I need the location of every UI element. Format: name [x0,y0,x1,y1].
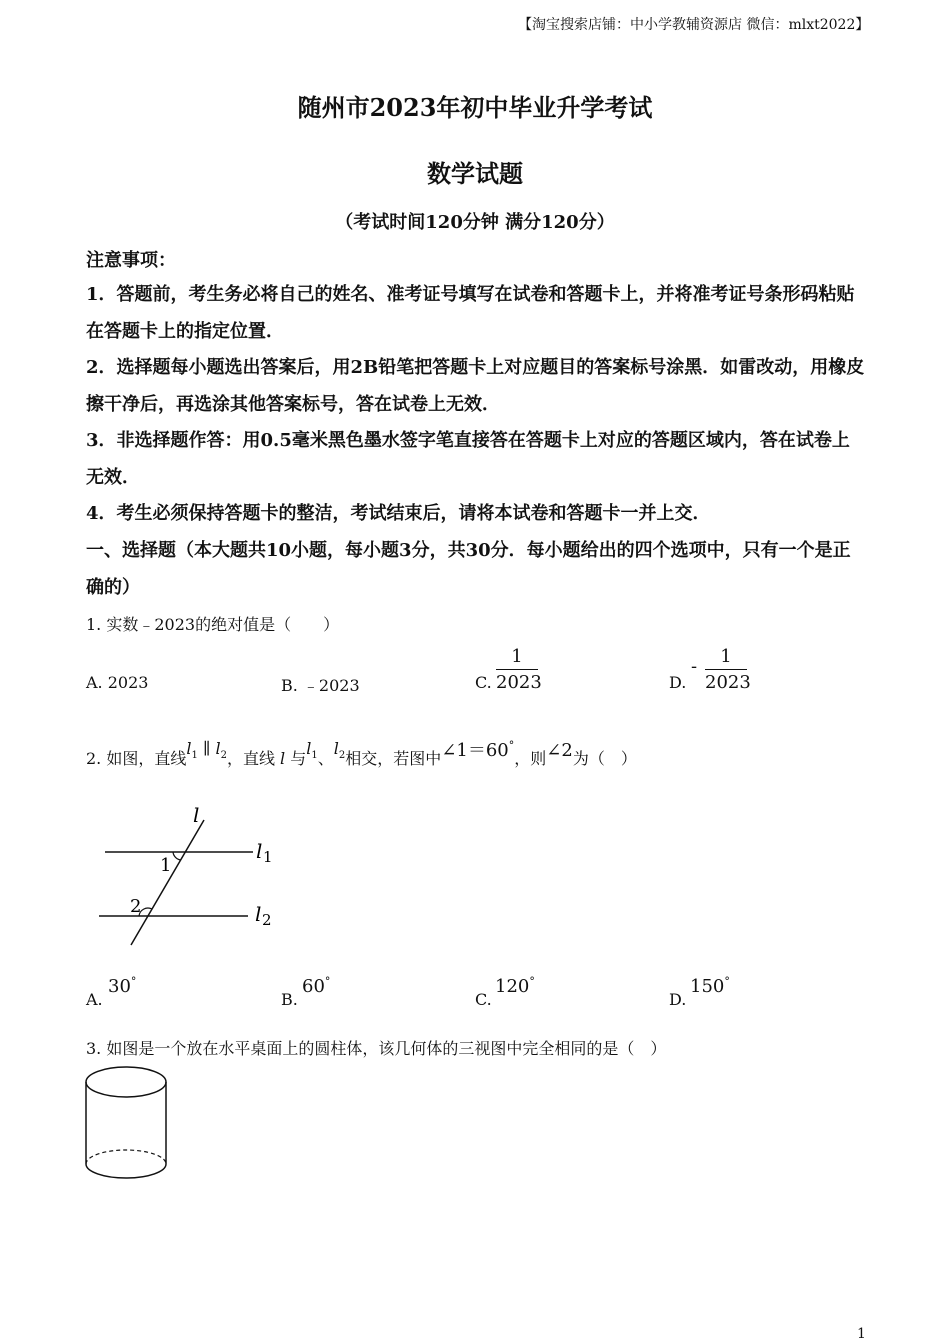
q2-option-a-label: A. [86,990,103,1009]
q2-option-b-value: 60° [302,975,331,997]
cylinder-bottom-front [86,1164,166,1178]
q1-option-c-label: C. [475,673,492,692]
q2-line-l1-ref: $l_1$ [306,739,318,762]
exam-info: （考试时间120分钟 满分120分） [335,212,615,233]
q2-angle-2: ∠2 [546,740,573,761]
q1-option-b: B. ﹣2023 [281,676,360,695]
q2-stem-part: 与 [290,749,307,768]
question-2-stem [86,736,637,784]
q2-stem-part: 、 [317,749,334,768]
figure-label-l1-sub: 1 [263,848,273,866]
notice-item-4: 4．考生必须保持答题卡的整洁，考试结束后，请将本试卷和答题卡一并上交． [86,503,711,524]
question-3-stem: 3. 如图是一个放在水平桌面上的圆柱体，该几何体的三视图中完全相同的是（ ） [86,1039,667,1058]
figure-angle-1-label: 1 [160,855,172,876]
figure-label-l1: l [256,839,263,863]
q2-line-l1: $l_1$ ∥ $l_2$ [186,739,227,762]
q2-angle-1-value: ∠1＝60° [441,739,515,761]
q2-stem-part: 相交，若图中 [345,749,442,768]
q2-option-a-value: 30° [108,975,137,997]
q2-option-d-value: 150° [690,975,730,997]
figure-label-l2-sub: 2 [262,911,272,929]
page-subtitle: 数学试题 [427,159,523,188]
q2-stem-part: 为（ ） [572,749,637,768]
notice-item-2: 2．选择题每小题选出答案后，用2B铅笔把答题卡上对应题目的答案标号涂黑．如雷改动，用橡皮擦干净后，再选涂其他答案标号，答在试卷上无效． [86,357,865,415]
q2-option-c-value: 120° [495,975,535,997]
page-title: 随州市2023年初中毕业升学考试 [297,93,653,122]
q1-option-c-fraction [496,646,542,693]
header-note: 【淘宝搜索店铺：中小学教辅资源店 微信：mlxt2022】 [518,17,870,33]
page-number: 1 [857,1326,866,1342]
q2-option-d-label: D. [669,990,687,1009]
q2-option-c-label: C. [475,990,492,1009]
q2-stem-part: ，直线 [226,749,275,768]
fraction-numerator: 1 [720,646,732,667]
figure-angle-1-arc [173,852,181,860]
figure-line-l [131,820,204,945]
q3-cylinder-figure [84,1064,170,1182]
notice-item-3: 3．非选择题作答：用0.5毫米黑色墨水签字笔直接答在答题卡上对应的答题区域内，答在试卷上无效． [86,430,850,488]
cylinder-bottom-hidden [86,1150,166,1164]
fraction-numerator: 1 [511,646,523,667]
notice-heading: 注意事项： [86,250,176,271]
q1-option-d-sign: - [691,656,698,677]
section-heading: 一、选择题（本大题共10小题，每小题3分，共30分．每小题给出的四个选项中，只有一个是正确的） [86,540,851,598]
fraction-denominator: 2023 [705,672,751,693]
q2-parallel-lines-figure [95,800,285,950]
q1-option-d-fraction [705,646,751,693]
q1-option-a: A. 2023 [86,673,149,692]
cylinder-top-ellipse [86,1067,166,1097]
q2-line-l: l [280,749,286,768]
question-1-stem: 1. 实数﹣2023的绝对值是（ ） [86,615,340,634]
q1-option-d-label: D. [669,673,687,692]
notice-item-1: 1．答题前，考生务必将自己的姓名、准考证号填写在试卷和答题卡上，并将准考证号条形码粘贴在答题卡上的指定位置． [86,284,855,342]
figure-angle-2-label: 2 [130,896,142,917]
q2-stem-part: 2. 如图，直线 [86,749,187,768]
q2-option-b-label: B. [281,990,298,1009]
q2-stem-part: ，则 [514,749,547,768]
fraction-denominator: 2023 [496,672,542,693]
figure-label-l2: l [255,902,262,926]
q2-line-l2-ref: $l_2$ [333,739,346,762]
figure-label-l: l [193,803,200,827]
